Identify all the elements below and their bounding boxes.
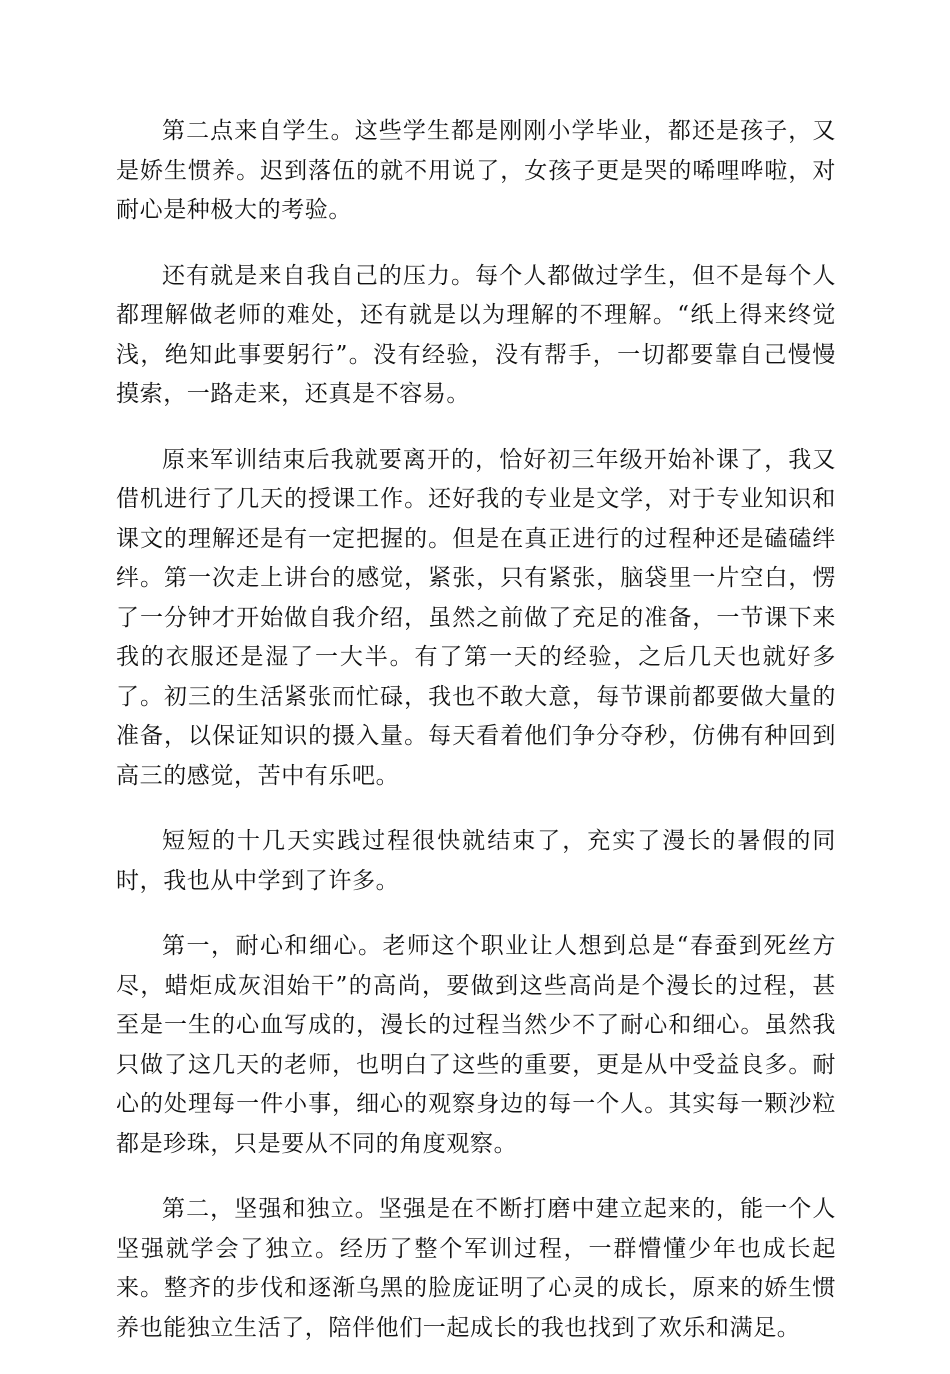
paragraph-3: 原来军训结束后我就要离开的，恰好初三年级开始补课了，我又借机进行了几天的授课工作。还好我的专业是文学，对于专业知识和课文的理解还是有一定把握的。但是在真正进行的过程种还是磕磕绊绊。第一次走上讲台的感觉，紧张，只有紧张，脑袋里一片空白，愣了一分钟才开始做自我介绍，虽然之前做了充足的准备，一节课下来我的衣服还是湿了一大半。有了第一天的经验，之后几天也就好多了。初三的生活紧张而忙碌，我也不敢大意，每节课前都要做大量的准备，以保证知识的摄入量。每天看着他们争分夺秒，仿佛有种回到高三的感觉，苦中有乐吧。 bbox=[116, 446, 836, 789]
paragraph-6: 第二，坚强和独立。坚强是在不断打磨中建立起来的，能一个人坚强就学会了独立。经历了整个军训过程，一群懵懂少年也成长起来。整齐的步伐和逐渐乌黑的脸庞证明了心灵的成长，原来的娇生惯养也能独立生活了，陪伴他们一起成长的我也找到了欢乐和满足。 bbox=[116, 1196, 836, 1341]
paragraph-2: 还有就是来自我自己的压力。每个人都做过学生，但不是每个人都理解做老师的难处，还有就是以为理解的不理解。“纸上得来终觉浅，绝知此事要躬行”。没有经验，没有帮手，一切都要靠自己慢慢摸索，一路走来，还真是不容易。 bbox=[116, 262, 836, 407]
paragraph-5: 第一，耐心和细心。老师这个职业让人想到总是“春蚕到死丝方尽，蜡炬成灰泪始干”的高尚，要做到这些高尚是个漫长的过程，甚至是一生的心血写成的，漫长的过程当然少不了耐心和细心。虽然我只做了这几天的老师，也明白了这些的重要，更是从中受益良多。耐心的处理每一件小事，细心的观察身边的每一个人。其实每一颗沙粒都是珍珠，只是要从不同的角度观察。 bbox=[116, 933, 836, 1157]
paragraph-1: 第二点来自学生。这些学生都是刚刚小学毕业，都还是孩子，又是娇生惯养。迟到落伍的就不用说了，女孩子更是哭的唏哩哗啦，对耐心是种极大的考验。 bbox=[116, 118, 836, 223]
document-body bbox=[116, 112, 836, 1374]
paragraph-4: 短短的十几天实践过程很快就结束了，充实了漫长的暑假的同时，我也从中学到了许多。 bbox=[116, 828, 836, 894]
